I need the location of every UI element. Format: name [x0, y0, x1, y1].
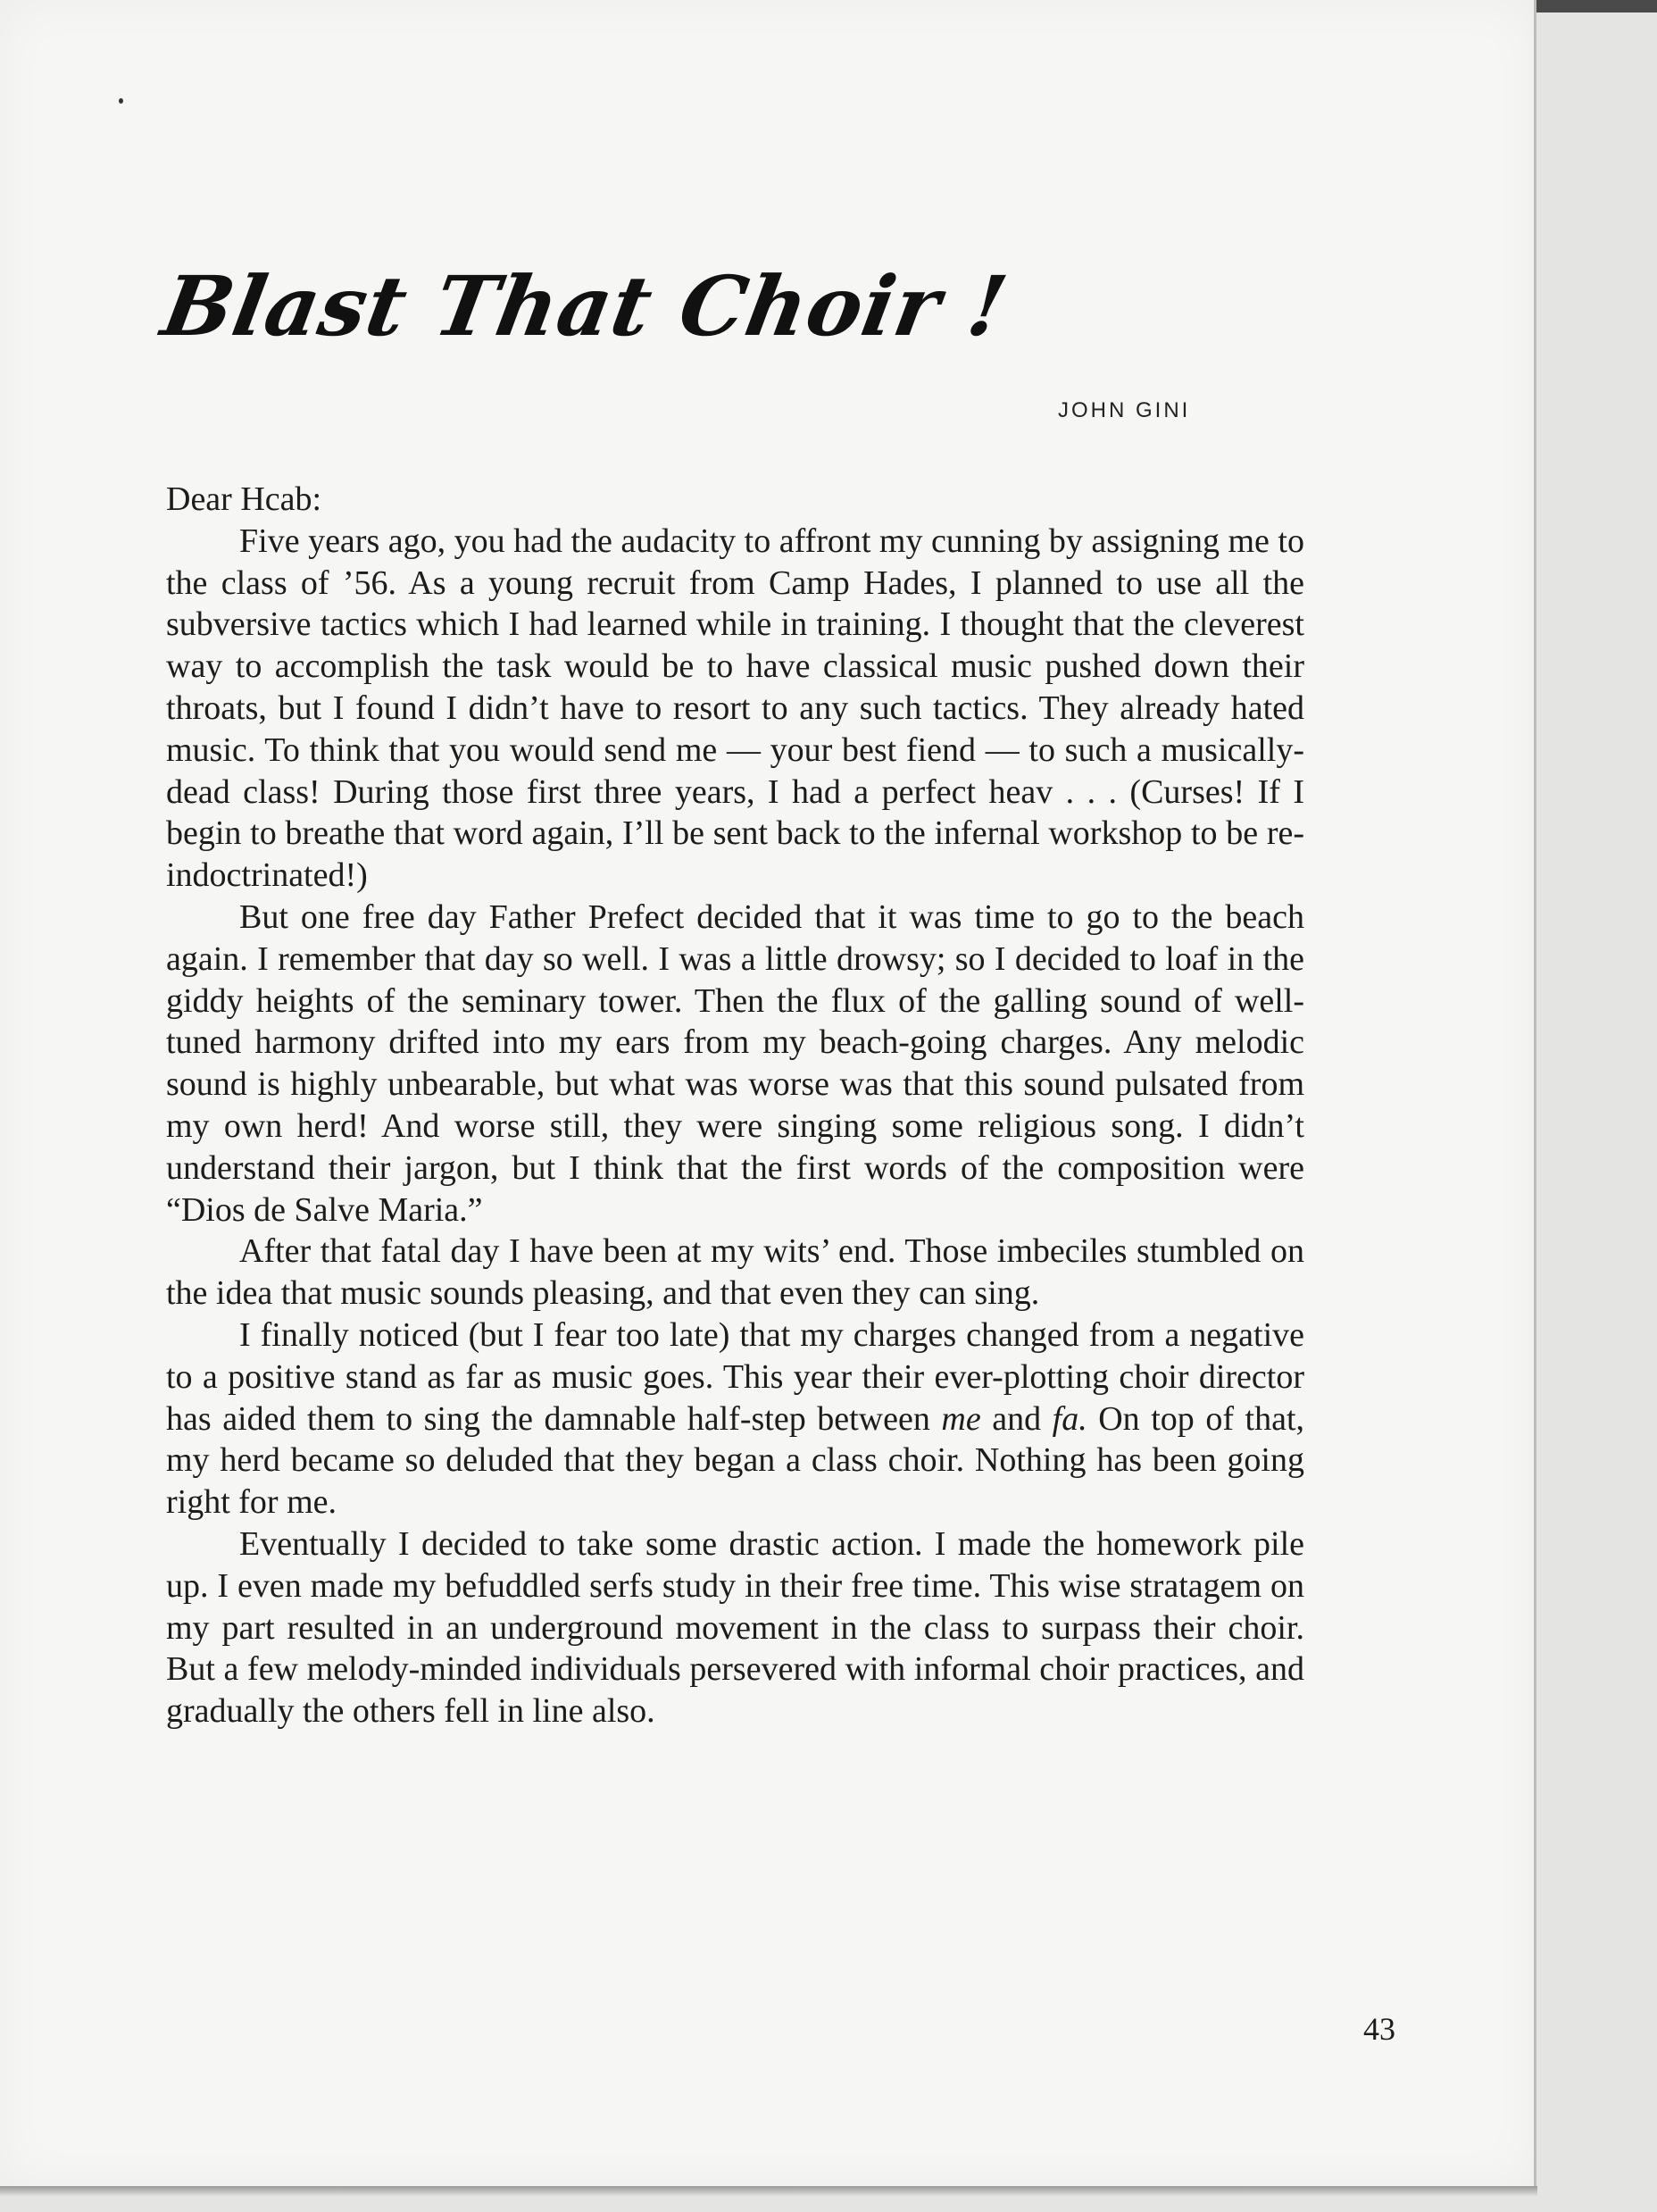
adjacent-page-strip — [1536, 0, 1657, 2212]
paragraph: Eventually I decided to take some drastic action. I made the homework pile up. I even made my befuddled serfs study in their free time. This wise stratagem on my part resulted in an underground movement in the class to surpass their choir. But a few melody-minded individuals persevered with informal choir practices, and gradually the others fell in line also. — [166, 1524, 1304, 1731]
paragraph: After that fatal day I have been at my wits’ end. Those imbeciles stumbled on the idea that music sounds pleasing, and that even they can sing. — [166, 1232, 1304, 1313]
paragraph-text: I finally noticed (but I fear too late) that my charges changed from a negative to a positive stand as far as music goes. This year their ever-plotting choir director has aided them to sing the damnable half-step between — [166, 1315, 1304, 1438]
italic-syllable: me — [941, 1399, 981, 1438]
paragraph-text: On top of that, my herd became so deluded that they began a class choir. Nothing has been going right for me. — [166, 1399, 1304, 1522]
paragraph-text: and — [980, 1399, 1053, 1438]
italic-syllable: fa. — [1052, 1399, 1087, 1438]
scan-border-bottom — [0, 2186, 1537, 2212]
paragraph — [166, 1315, 1304, 1523]
paragraph: Five years ago, you had the audacity to affront my cunning by assigning me to the class of ’56. As a young recruit from Camp Hades, I planned to use all the subversive tactics which I had learned while in training. I thought that the cleverest way to accomplish the task would be to have classical music pushed down their throats, but I found I didn’t have to resort to any such tactics. They already hated music. To think that you would send me — your best fiend — to such a musically-dead class! During those first three years, I had a perfect heav . . . (Curses! If I begin to breathe that word again, I’ll be sent back to the infernal workshop to be re-indoctrinated!) — [166, 522, 1304, 895]
salutation: Dear Hcab: — [166, 480, 322, 518]
paragraph: But one free day Father Prefect decided that it was time to go to the beach again. I remember that day so well. I was a little drowsy; so I decided to loaf in the giddy heights of the seminary tower. Then the flux of the galling sound of well-tuned harmony drifted into my ears from my beach-going charges. Any melodic sound is highly unbearable, but what was worse was that this sound pulsated from my own herd! And worse still, they were singing some religious song. I didn’t understand their jargon, but I think that the first words of the composition were “Dios de Salve Maria.” — [166, 897, 1304, 1229]
article-title: Blast That Choir ! — [154, 258, 1015, 355]
scan-border-top — [1536, 0, 1657, 13]
page-number: 43 — [1363, 2011, 1395, 2047]
letter-body — [166, 479, 1304, 1997]
ink-speck — [119, 98, 123, 104]
author-byline: JOHN GINI — [1058, 398, 1191, 422]
